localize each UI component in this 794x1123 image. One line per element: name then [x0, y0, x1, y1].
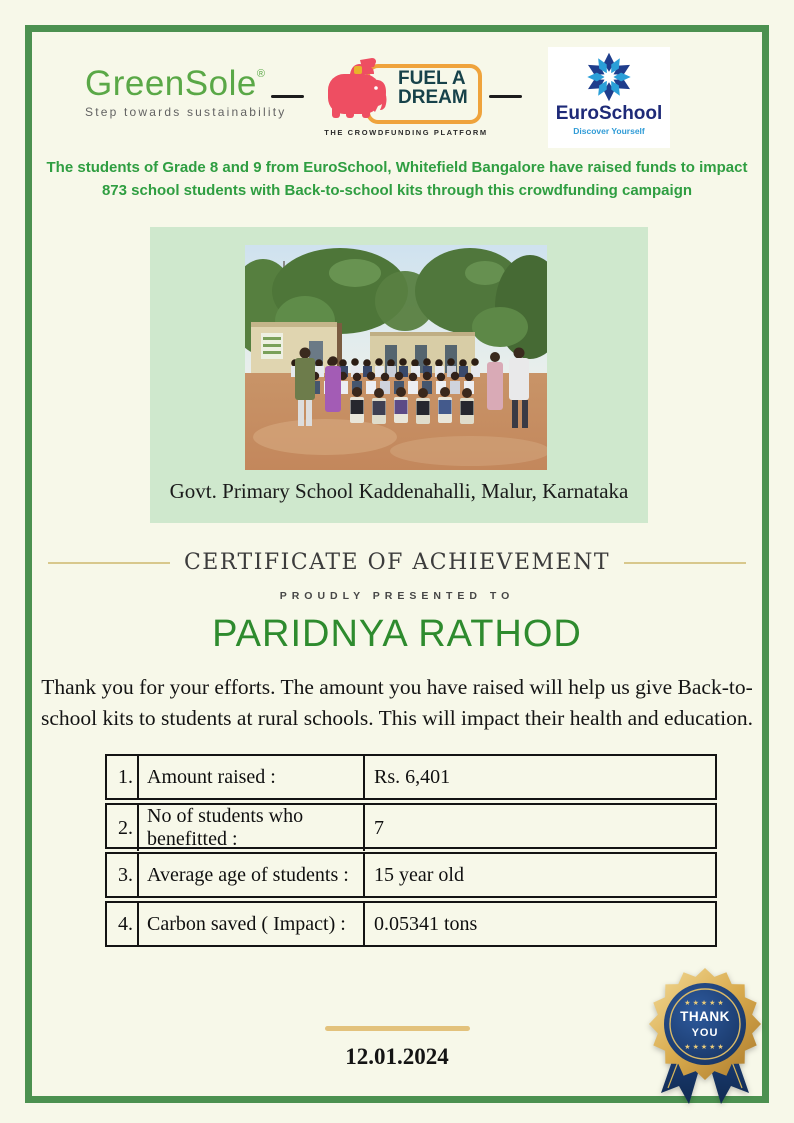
row-label: Average age of students : [139, 854, 365, 896]
impact-table-row-4 [105, 901, 717, 947]
elephant-icon [320, 56, 398, 128]
row-number: 4. [107, 903, 139, 945]
badge-stars-bottom: ★★★★★ [684, 1044, 726, 1051]
presented-to-label: PROUDLY PRESENTED TO [279, 590, 515, 602]
badge-word-thank: THANK [680, 1009, 730, 1024]
badge-stars-top: ★★★★★ [684, 1000, 726, 1007]
row-value: Rs. 6,401 [374, 765, 451, 788]
greensole-name: GreenSole [85, 64, 257, 103]
fueladream-wordmark [398, 70, 482, 107]
thank-you-badge [645, 962, 765, 1108]
fueladream-logo [320, 56, 490, 144]
school-photo-panel [150, 227, 648, 523]
title-ornament-line-left [48, 562, 170, 564]
photo-caption: Govt. Primary School Kaddenahalli, Malur, Karnataka [169, 479, 629, 503]
row-number: 2. [107, 805, 139, 851]
impact-table-row-2 [105, 803, 717, 849]
fueladream-tagline: THE CROWDFUNDING PLATFORM [324, 128, 488, 137]
fueladream-line2: DREAM [398, 86, 468, 108]
thank-you-message-line1: Thank you for your efforts. The amount you have raised will help us give Back-to- [41, 675, 753, 699]
certificate-date: 12.01.2024 [345, 1044, 449, 1069]
euroschool-tagline: Discover Yourself [573, 126, 645, 136]
fueladream-line1: FUEL A [398, 68, 466, 89]
campaign-intro [0, 156, 794, 202]
row-label: Amount raised : [139, 756, 365, 798]
badge-word-you: YOU [691, 1027, 719, 1039]
impact-table-row-1 [105, 754, 717, 800]
row-label: Carbon saved ( Impact) : [139, 903, 365, 945]
row-number: 3. [107, 854, 139, 896]
school-photo [245, 245, 547, 470]
row-value: 15 year old [374, 863, 464, 886]
thank-you-message-line2: school kits to students at rural schools. This will impact their health and education. [41, 706, 753, 730]
euroschool-starburst-icon [583, 51, 635, 103]
recipient-name: PARIDNYA RATHOD [212, 613, 582, 655]
logo-separator-dash [489, 95, 522, 98]
row-number: 1. [107, 756, 139, 798]
registered-mark: ® [256, 68, 266, 80]
certificate-title-row [0, 550, 794, 575]
title-ornament-line-right [624, 562, 746, 564]
certificate-title: CERTIFICATE OF ACHIEVEMENT [183, 550, 611, 575]
greensole-tagline: Step towards sustainability [85, 105, 287, 119]
row-value: 0.05341 tons [374, 912, 478, 935]
euroschool-name: EuroSchool [555, 103, 663, 124]
campaign-intro-line2: 873 school students with Back-to-school kits through this crowdfunding campaign [101, 182, 693, 199]
impact-table-row-3 [105, 852, 717, 898]
greensole-logo [85, 66, 286, 119]
greensole-wordmark [85, 66, 286, 101]
campaign-intro-line1: The students of Grade 8 and 9 from EuroSchool, Whitefield Bangalore have raised funds to impact [46, 159, 748, 176]
row-label: No of students who benefitted : [139, 805, 365, 851]
date-ornament-line [325, 1026, 470, 1031]
logo-separator-dash [271, 95, 304, 98]
impact-table [105, 754, 717, 950]
row-value: 7 [374, 816, 384, 839]
thank-you-message [0, 672, 794, 734]
euroschool-logo [548, 47, 670, 148]
